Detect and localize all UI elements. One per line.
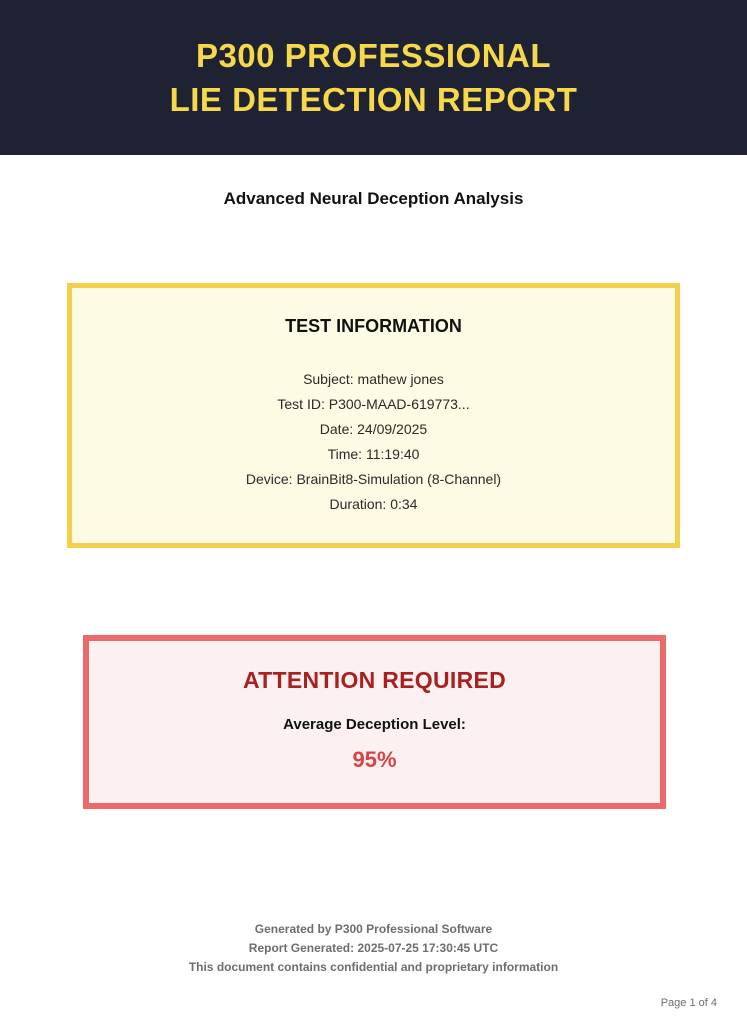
info-line-test-id: Test ID: P300-MAAD-619773...	[277, 396, 470, 412]
report-footer	[0, 920, 747, 977]
alert-title: ATTENTION REQUIRED	[242, 667, 507, 693]
test-information-title: TEST INFORMATION	[285, 316, 462, 336]
report-title-line-2: LIE DETECTION REPORT	[169, 80, 578, 118]
average-deception-label: Average Deception Level:	[283, 716, 466, 733]
info-line-date: Date: 24/09/2025	[319, 421, 428, 437]
report-subtitle: Advanced Neural Deception Analysis	[223, 189, 524, 208]
info-line-time: Time: 11:19:40	[327, 446, 420, 462]
attention-required-card	[83, 635, 666, 809]
info-line-device: Device: BrainBit8-Simulation (8-Channel)	[245, 471, 502, 487]
footer-confidentiality-notice: This document contains confidential and proprietary information	[188, 960, 559, 974]
average-deception-value: 95%	[352, 747, 397, 772]
footer-generated-by: Generated by P300 Professional Software	[254, 922, 493, 936]
info-line-subject: Subject: mathew jones	[303, 371, 444, 387]
report-title-line-1: P300 PROFESSIONAL	[195, 36, 552, 74]
test-information-card	[67, 283, 680, 548]
page-indicator: Page 1 of 4	[660, 997, 717, 1009]
info-line-duration: Duration: 0:34	[329, 496, 418, 512]
footer-generated-at: Report Generated: 2025-07-25 17:30:45 UTC	[248, 941, 499, 955]
report-header-banner	[0, 0, 747, 155]
